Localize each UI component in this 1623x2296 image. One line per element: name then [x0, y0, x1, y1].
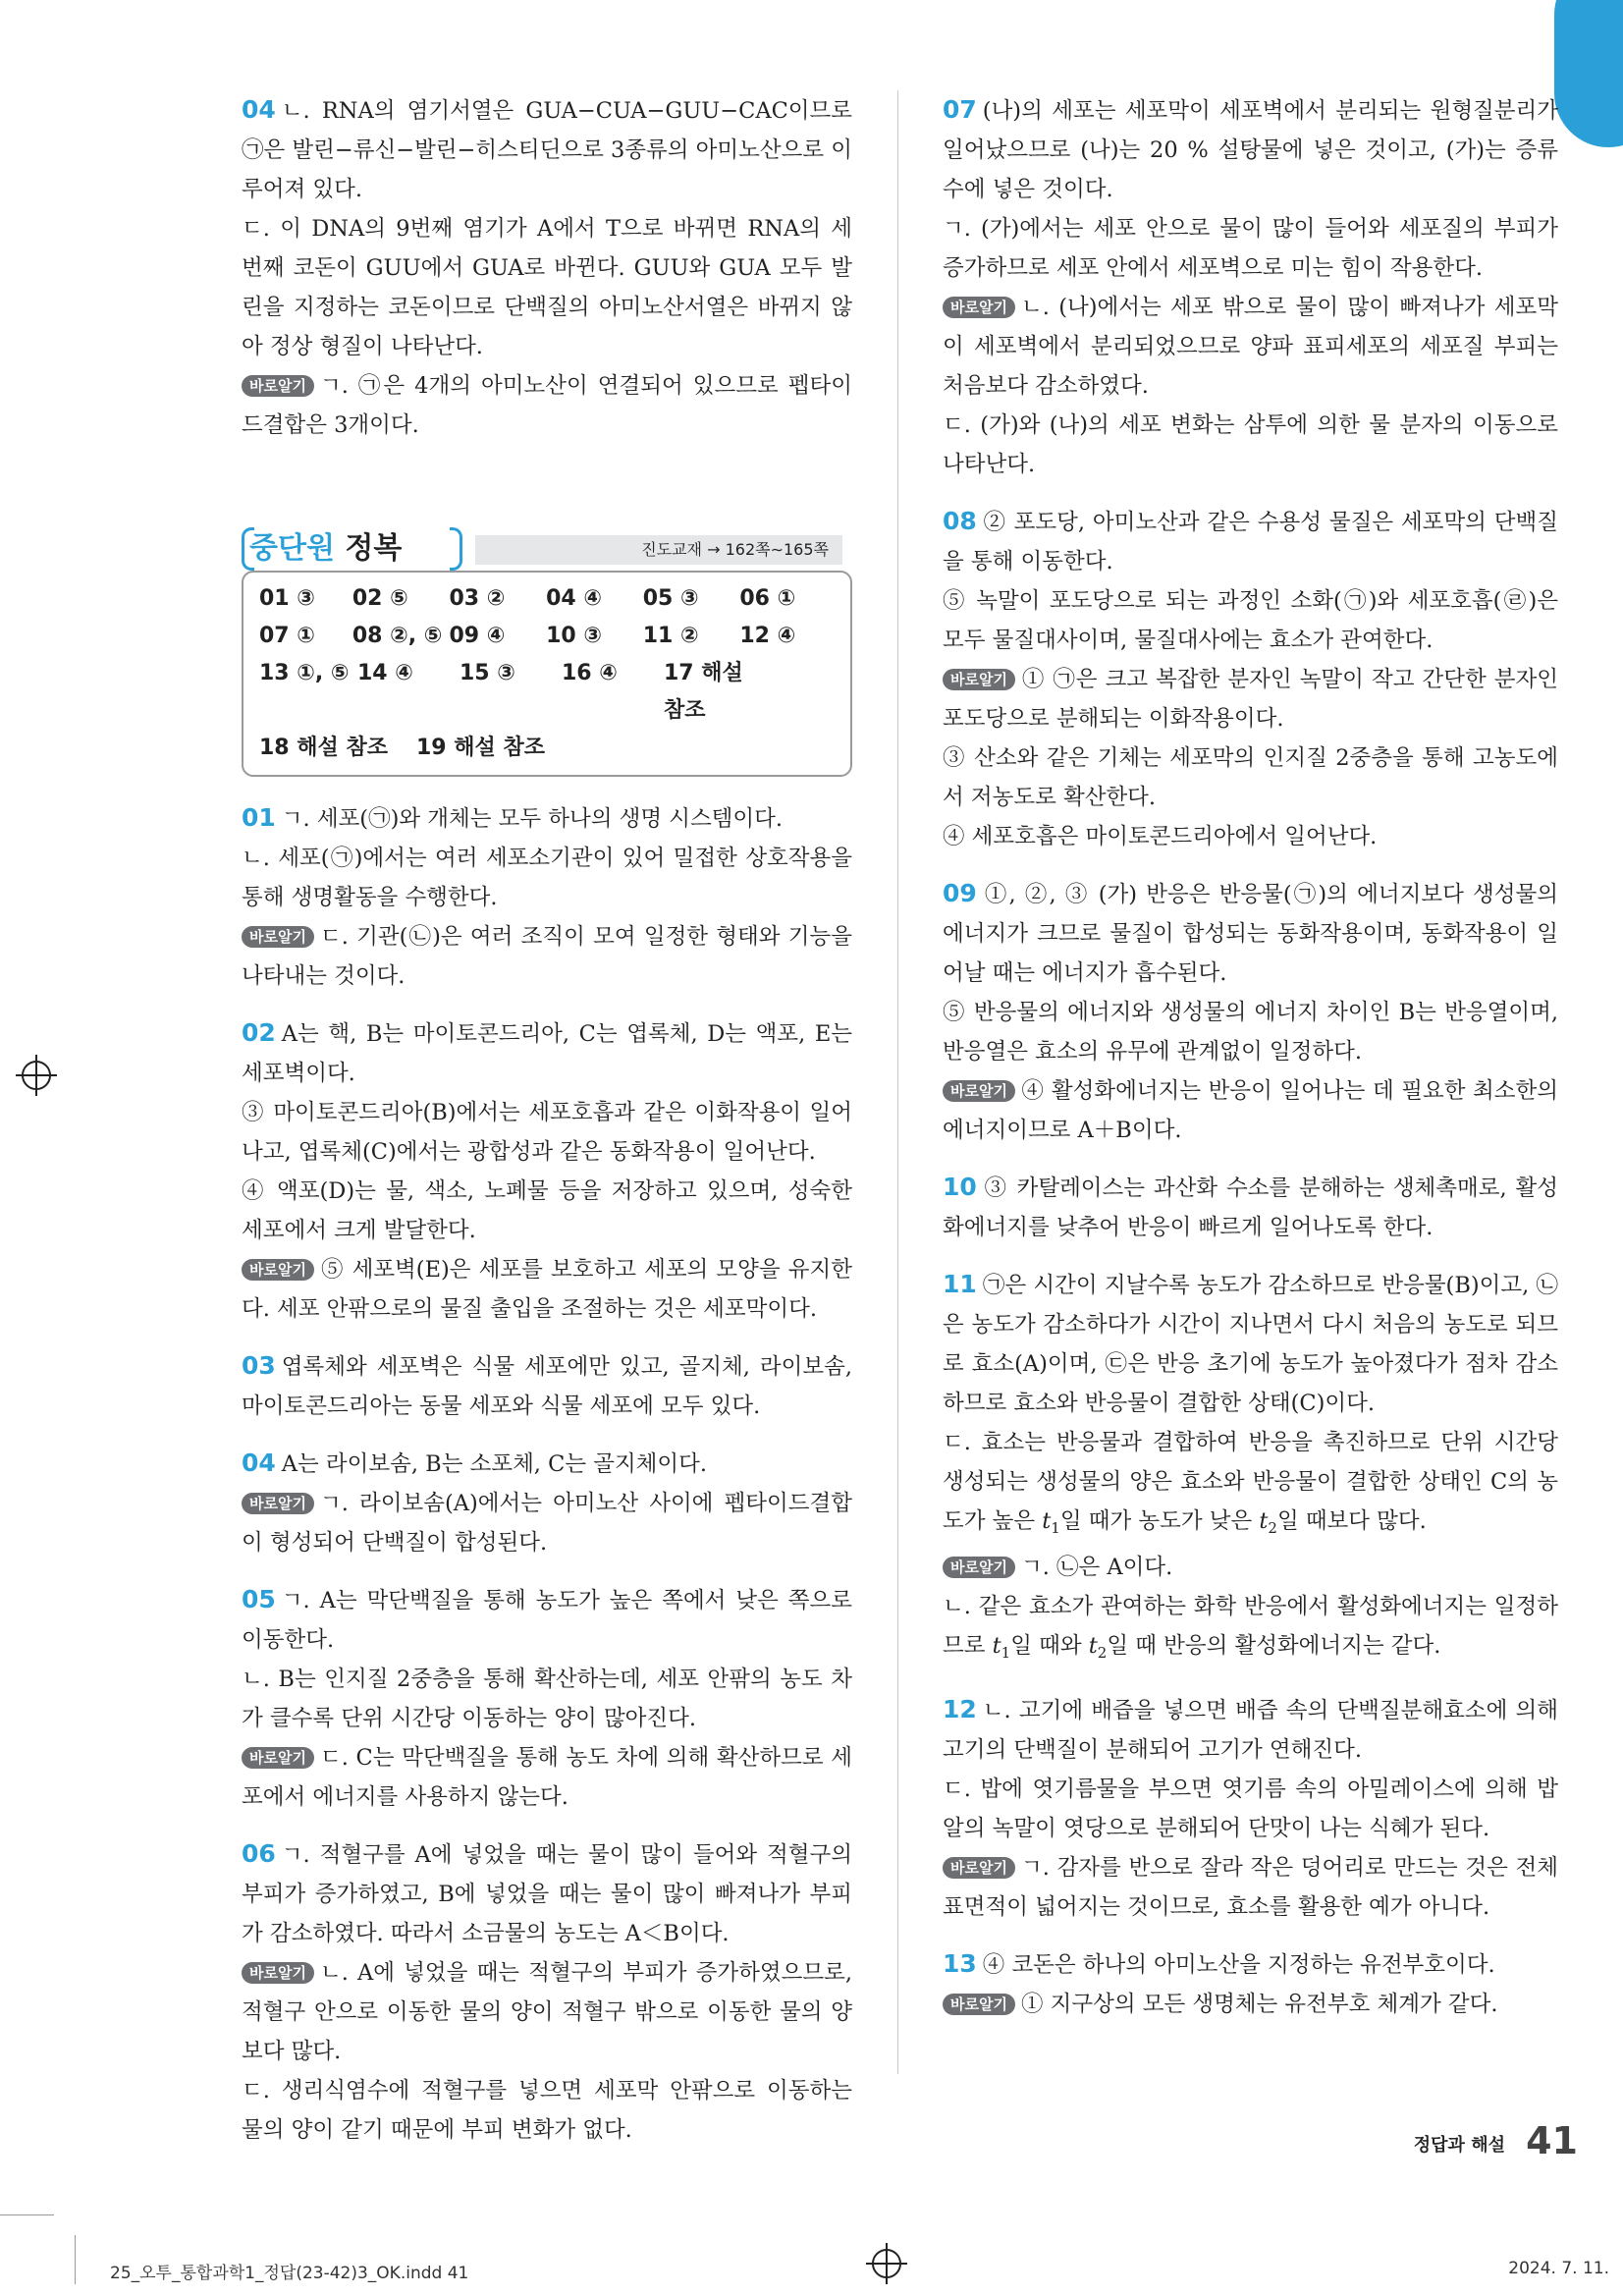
crop-mark — [75, 2235, 76, 2284]
question-number: 04 — [242, 95, 276, 124]
answer-row — [259, 580, 837, 618]
question-number: 03 — [242, 1351, 276, 1380]
explanation-line: ④ 액포(D)는 물, 색소, 노폐물 등을 저장하고 있으며, 성숙한 세포에서 크게 발달한다. — [242, 1178, 852, 1243]
answer-block-04 — [242, 90, 852, 445]
crop-mark — [0, 2214, 54, 2215]
answer-block-01 — [242, 798, 852, 996]
explanation-line: 02 A는 핵, B는 마이토콘드리아, C는 엽록체, D는 액포, E는 세포벽이다. — [242, 1018, 852, 1086]
explanation-line: 04 ㄴ. RNA의 염기서열은 GUA−CUA−GUU−CAC이므로 ㉠은 발린−류신−발린−히스티딘으로 3종류의 아미노산으로 이루어져 있다. — [242, 95, 852, 202]
explanation-line: 08 ② 포도당, 아미노산과 같은 수용성 물질은 세포막의 단백질을 통해 이동한다. — [943, 507, 1558, 574]
answer-block-02 — [242, 1013, 852, 1329]
explanation-line: 13 ④ 코돈은 하나의 아미노산을 지정하는 유전부호이다. — [943, 1949, 1495, 1978]
correction-line: 바로알기 ⑤ 세포벽(E)은 세포를 보호하고 세포의 모양을 유지한다. 세포 안팎으로의 물질 출입을 조절하는 것은 세포막이다. — [242, 1257, 852, 1322]
explanation-line: ㄷ. 효소는 반응물과 결합하여 반응을 촉진하므로 단위 시간당 생성되는 생성물의 양은 효소와 반응물이 결합한 상태인 C의 농도가 높은 $t_1$일 때가 농도가 낮은 $t_2$일 때보다 많다. — [943, 1430, 1558, 1537]
print-date: 2024. 7. 11. — [1508, 2259, 1609, 2278]
answer-cell: 12 ④ — [739, 624, 796, 648]
summary-title-sub: 정복 — [345, 531, 403, 566]
explanation-line: ㄴ. 같은 효소가 관여하는 화학 반응에서 활성화에너지는 일정하므로 $t_1$일 때와 $t_2$일 때 반응의 활성화에너지는 같다. — [943, 1594, 1558, 1662]
answer-cell: 14 ④ — [357, 661, 413, 685]
correction-badge: 바로알기 — [943, 1994, 1015, 2015]
question-number: 06 — [242, 1839, 276, 1868]
explanation-line: ㄷ. 이 DNA의 9번째 염기가 A에서 T으로 바뀌면 RNA의 세 번째 코돈이 GUU에서 GUA로 바뀐다. GUU와 GUA 모두 발린을 지정하는 코돈이므로 단백질의 아미노산서열은 바뀌지 않아 정상 형질이 나타난다. — [242, 216, 852, 359]
question-number: 04 — [242, 1449, 276, 1477]
answer-cell: 06 ① — [739, 586, 796, 611]
correction-line: 바로알기 ㄱ. ㉡은 A이다. — [943, 1548, 1558, 1587]
footer-label: 정답과 해설 — [1413, 2135, 1505, 2156]
explanation-line: ③ 마이토콘드리아(B)에서는 세포호흡과 같은 이화작용이 일어나고, 엽록체(C)에서는 광합성과 같은 동화작용이 일어난다. — [242, 1100, 852, 1165]
question-number: 02 — [242, 1018, 276, 1047]
page-number: 41 — [1526, 2119, 1578, 2162]
answer-block-03 — [242, 1346, 852, 1426]
explanation-line: 03 엽록체와 세포벽은 식물 세포에만 있고, 골지체, 라이보솜, 마이토콘드리아는 동물 세포와 식물 세포에 모두 있다. — [242, 1351, 852, 1419]
explanation-line: ㄷ. 생리식염수에 적혈구를 넣으면 세포막 안팎으로 이동하는 물의 양이 같기 때문에 부피 변화가 없다. — [242, 2078, 852, 2143]
answer-cell: 05 ③ — [642, 586, 699, 611]
answer-cell: 18 해설 참조 — [259, 736, 388, 760]
explanation-line: 09 ①, ②, ③ (가) 반응은 반응물(㉠)의 에너지보다 생성물의 에너지가 크므로 물질이 합성되는 동화작용이며, 동화작용이 일어날 때는 에너지가 흡수된다. — [943, 879, 1558, 986]
answer-cell: 19 해설 참조 — [416, 736, 545, 760]
correction-badge: 바로알기 — [242, 1962, 314, 1984]
question-number: 01 — [242, 803, 276, 832]
explanation-line: ㄴ. 세포(㉠)에서는 여러 세포소기관이 있어 밀접한 상호작용을 통해 생명활동을 수행한다. — [242, 846, 852, 910]
answer-block-04 — [242, 1444, 852, 1562]
answer-cell: 02 ⑤ — [352, 586, 408, 611]
print-file-info: 25_오투_통합과학1_정답(23-42)3_OK.indd 41 — [110, 2264, 469, 2283]
explanation-line: 05 ㄱ. A는 막단백질을 통해 농도가 높은 쪽에서 낮은 쪽으로 이동한다. — [242, 1585, 852, 1653]
correction-badge: 바로알기 — [242, 375, 314, 397]
answer-cell: 17 해설 참조 — [664, 661, 743, 723]
correction-line: 바로알기 ㄷ. 기관(㉡)은 여러 조직이 모여 일정한 형태와 기능을 나타내는 것이다. — [242, 924, 852, 989]
registration-mark-icon — [872, 2249, 901, 2278]
answer-block-08 — [943, 502, 1558, 856]
answer-block-10 — [943, 1168, 1558, 1247]
correction-line: 바로알기 ㄱ. 감자를 반으로 잘라 작은 덩어리로 만드는 것은 전체 표면적이 넓어지는 것이므로, 효소를 활용한 예가 아니다. — [943, 1855, 1558, 1920]
answer-cell: 01 ③ — [259, 586, 315, 611]
explanation-line: ㄱ. (가)에서는 세포 안으로 물이 많이 들어와 세포질의 부피가 증가하므로 세포 안에서 세포벽으로 미는 힘이 작용한다. — [943, 216, 1558, 281]
question-number: 11 — [943, 1270, 977, 1298]
answer-cell: 03 ② — [449, 586, 506, 611]
answer-block-13 — [943, 1944, 1558, 2024]
explanation-line: 11 ㉠은 시간이 지날수록 농도가 감소하므로 반응물(B)이고, ㉡은 농도가 감소하다가 시간이 지나면서 다시 처음의 농도로 되므로 효소(A)이며, ㉢은 반응 초기에 농도가 높아졌다가 점차 감소하므로 효소와 반응물이 결합한 상태(C)이다. — [943, 1270, 1558, 1416]
correction-badge: 바로알기 — [242, 1259, 314, 1281]
correction-line: 바로알기 ㄴ. (나)에서는 세포 밖으로 물이 많이 빠져나가 세포막이 세포벽에서 분리되었으므로 양파 표피세포의 세포질 부피는 처음보다 감소하였다. — [943, 295, 1558, 399]
correction-line: 바로알기 ㄷ. C는 막단백질을 통해 농도 차에 의해 확산하므로 세포에서 에너지를 사용하지 않는다. — [242, 1745, 852, 1810]
right-column — [943, 90, 1558, 2042]
column-divider — [897, 90, 898, 2074]
summary-reference: 진도교재 → 162쪽∼165쪽 — [475, 535, 842, 565]
explanation-line: ③ 산소와 같은 기체는 세포막의 인지질 2중층을 통해 고농도에서 저농도로 확산한다. — [943, 745, 1558, 810]
answer-row — [259, 618, 837, 655]
summary-title-main: 중단원 — [249, 531, 335, 566]
question-number: 09 — [943, 879, 977, 907]
correction-badge: 바로알기 — [242, 1493, 314, 1514]
explanation-line: 07 (나)의 세포는 세포막이 세포벽에서 분리되는 원형질분리가 일어났으므로 (나)는 20 % 설탕물에 넣은 것이고, (가)는 증류수에 넣은 것이다. — [943, 95, 1558, 202]
answer-block-07 — [943, 90, 1558, 484]
explanation-line: ⑤ 녹말이 포도당으로 되는 과정인 소화(㉠)와 세포호흡(㉣)은 모두 물질대사이며, 물질대사에는 효소가 관여한다. — [943, 588, 1558, 653]
answer-cell: 11 ② — [642, 624, 699, 648]
explanation-line: ⑤ 반응물의 에너지와 생성물의 에너지 차이인 B는 반응열이며, 반응열은 효소의 유무에 관계없이 일정하다. — [943, 1000, 1558, 1065]
chapter-tab — [1554, 0, 1623, 147]
correction-line: 바로알기 ① ㉠은 크고 복잡한 분자인 녹말이 작고 간단한 분자인 포도당으로 분해되는 이화작용이다. — [943, 667, 1558, 732]
correction-badge: 바로알기 — [943, 297, 1015, 318]
question-number: 10 — [943, 1173, 977, 1201]
answer-cell: 07 ① — [259, 624, 315, 648]
correction-line: 바로알기 ㄱ. ㉠은 4개의 아미노산이 연결되어 있으므로 펩타이드결합은 3개이다. — [242, 373, 852, 438]
summary-title — [249, 523, 402, 567]
explanation-line: 12 ㄴ. 고기에 배즙을 넣으면 배즙 속의 단백질분해효소에 의해 고기의 단백질이 분해되어 고기가 연해진다. — [943, 1695, 1558, 1763]
answer-cell: 09 ④ — [449, 624, 506, 648]
answer-grid — [242, 571, 852, 777]
correction-line: 바로알기 ④ 활성화에너지는 반응이 일어나는 데 필요한 최소한의 에너지이므로 A＋B이다. — [943, 1078, 1558, 1143]
explanation-line: ㄷ. (가)와 (나)의 세포 변화는 삼투에 의한 물 분자의 이동으로 나타난다. — [943, 412, 1558, 477]
correction-badge: 바로알기 — [943, 1857, 1015, 1879]
answer-block-09 — [943, 874, 1558, 1150]
question-number: 05 — [242, 1585, 276, 1613]
correction-line: 바로알기 ① 지구상의 모든 생명체는 유전부호 체계가 같다. — [943, 1985, 1558, 2024]
answer-block-05 — [242, 1580, 852, 1817]
correction-badge: 바로알기 — [943, 669, 1015, 690]
question-number: 07 — [943, 95, 977, 124]
correction-badge: 바로알기 — [943, 1080, 1015, 1102]
correction-line: 바로알기 ㄴ. A에 넣었을 때는 적혈구의 부피가 증가하였으므로, 적혈구 안으로 이동한 물의 양이 적혈구 밖으로 이동한 물의 양보다 많다. — [242, 1960, 852, 2064]
explanation-line: ㄴ. B는 인지질 2중층을 통해 확산하는데, 세포 안팎의 농도 차가 클수록 단위 시간당 이동하는 양이 많아진다. — [242, 1667, 852, 1731]
explanation-line: 04 A는 라이보솜, B는 소포체, C는 골지체이다. — [242, 1449, 708, 1477]
explanation-line: 06 ㄱ. 적혈구를 A에 넣었을 때는 물이 많이 들어와 적혈구의 부피가 증가하였고, B에 넣었을 때는 물이 많이 빠져나가 부피가 감소하였다. 따라서 소금물의 농도는 A＜B이다. — [242, 1839, 852, 1946]
answer-cell: 13 ①, ⑤ — [259, 661, 350, 685]
correction-badge: 바로알기 — [943, 1557, 1015, 1578]
left-column — [242, 90, 852, 2167]
registration-mark-icon — [22, 1061, 51, 1090]
correction-badge: 바로알기 — [242, 926, 314, 948]
question-number: 12 — [943, 1695, 977, 1723]
answer-block-11 — [943, 1265, 1558, 1672]
explanation-line: 10 ③ 카탈레이스는 과산화 수소를 분해하는 생체촉매로, 활성화에너지를 낮추어 반응이 빠르게 일어나도록 한다. — [943, 1173, 1558, 1240]
summary-box — [242, 523, 852, 777]
question-number: 13 — [943, 1949, 977, 1978]
explanation-line: ㄷ. 밥에 엿기름물을 부으면 엿기름 속의 아밀레이스에 의해 밥알의 녹말이 엿당으로 분해되어 단맛이 나는 식혜가 된다. — [943, 1777, 1558, 1841]
explanation-line: 01 ㄱ. 세포(㉠)와 개체는 모두 하나의 생명 시스템이다. — [242, 803, 784, 832]
correction-line: 바로알기 ㄱ. 라이보솜(A)에서는 아미노산 사이에 펩타이드결합이 형성되어 단백질이 합성된다. — [242, 1491, 852, 1556]
correction-badge: 바로알기 — [242, 1747, 314, 1769]
answer-cell: 08 ②, ⑤ — [352, 624, 443, 648]
question-number: 08 — [943, 507, 977, 535]
answer-cell: 04 ④ — [546, 586, 602, 611]
explanation-line: ④ 세포호흡은 마이토콘드리아에서 일어난다. — [943, 824, 1378, 849]
answer-block-06 — [242, 1834, 852, 2150]
answer-cell: 15 ③ — [460, 661, 515, 685]
answer-row — [259, 730, 837, 767]
answer-block-12 — [943, 1690, 1558, 1927]
answer-cell: 16 ④ — [562, 661, 618, 685]
answer-row — [259, 655, 837, 730]
answer-cell: 10 ③ — [546, 624, 602, 648]
